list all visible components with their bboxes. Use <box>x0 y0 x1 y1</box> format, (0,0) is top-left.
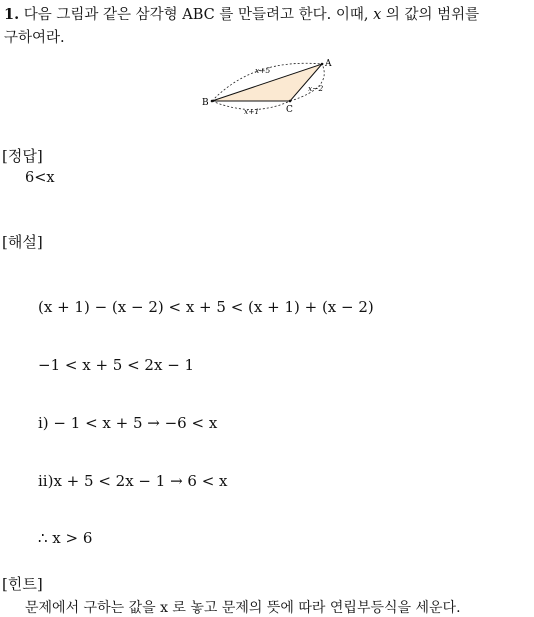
vertex-b-dot <box>211 100 214 103</box>
solution-line-4: ii)x + 5 < 2x − 1 → 6 < x <box>38 472 228 490</box>
question-text-b: 의 값의 범위를 <box>381 7 480 23</box>
answer-label: [정답] <box>2 147 43 165</box>
solution-line-3: i) − 1 < x + 5 → −6 < x <box>38 414 218 432</box>
question-text-a: 다음 그림과 같은 삼각형 ABC 를 만들려고 한다. 이때, <box>23 7 374 23</box>
question-number: 1. <box>4 6 20 23</box>
vertex-a-dot <box>321 63 324 66</box>
question-line-2: 구하여라. <box>4 30 65 46</box>
question-variable: x <box>373 7 382 23</box>
vertex-a-label: A <box>325 59 332 69</box>
side-ab-label: x+5 <box>255 66 271 75</box>
hint-text: 문제에서 구하는 값을 x 로 놓고 문제의 뜻에 따라 연립부등식을 세운다. <box>25 600 461 616</box>
hint-label: [힌트] <box>2 575 43 593</box>
side-bc-label: x+1 <box>244 107 260 116</box>
solution-label: [해설] <box>2 233 43 251</box>
vertex-b-label: B <box>202 98 209 108</box>
solution-line-5: ∴ x > 6 <box>38 529 93 547</box>
answer-value: 6<x <box>25 170 55 186</box>
vertex-c-label: C <box>286 105 293 115</box>
triangle-figure <box>198 58 338 118</box>
question-line-1 <box>4 3 479 27</box>
vertex-c-dot <box>289 100 292 103</box>
solution-line-2: −1 < x + 5 < 2x − 1 <box>38 356 195 374</box>
side-ac-label: x−2 <box>308 84 324 93</box>
solution-line-1: (x + 1) − (x − 2) < x + 5 < (x + 1) + (x − 2) <box>38 298 374 316</box>
